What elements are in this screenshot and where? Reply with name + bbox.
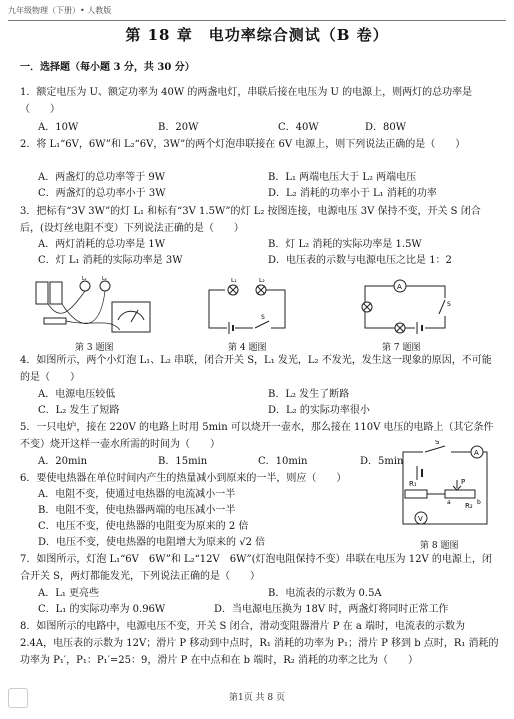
q3-option-a: A．两灯消耗的总功率是 1W xyxy=(38,239,166,250)
q2-option-c: C．两盏灯的总功率小于 3W xyxy=(38,188,166,199)
svg-text:b: b xyxy=(477,499,481,506)
svg-text:a: a xyxy=(447,499,451,506)
q5-option-a: A．20min xyxy=(38,456,88,467)
question-6: 6．要使电热器在单位时间内产生的热量减小到原来的一半，则应（ ） xyxy=(20,473,347,484)
q6-option-c: C．电压不变，使电热器的电阻变为原来的 2 倍 xyxy=(38,521,249,532)
figure-8-caption: 第 8 题图 xyxy=(420,541,459,551)
question-2: 2．将 L₁“6V，6W”和 L₂“6V，3W”的两个灯泡串联接在 6V 电源上，则下列说法正确的是（ ） xyxy=(20,139,466,150)
q3-option-c: C．灯 L₁ 消耗的实际功率是 3W xyxy=(38,255,183,266)
svg-text:P: P xyxy=(461,478,466,486)
page-title: 第 18 章 电功率综合测试（B 卷） xyxy=(125,26,389,44)
figure-8-circuit xyxy=(395,440,495,532)
question-5: 5．一只电炉，接在 220V 的电路上时用 5min 可以烧开一壶水，那么接在 110V 电压的电路上（其它条件不变）烧开这样一壶水所需的时间为（ ） xyxy=(20,422,494,450)
q4-option-c: C．L₂ 发生了短路 xyxy=(38,405,120,416)
q5-option-b: B．15min xyxy=(158,456,208,467)
q1-option-d: D．80W xyxy=(365,122,407,133)
q4-option-b: B．L₂ 发生了断路 xyxy=(268,389,350,400)
q1-option-c: C．40W xyxy=(278,122,319,133)
page-header: 九年级物理（下册）• 人教版 xyxy=(8,2,506,21)
q2-option-a: A．两盏灯的总功率等于 9W xyxy=(38,172,166,183)
svg-text:L₂: L₂ xyxy=(259,278,265,284)
question-7: 7．如图所示，灯泡 L₁“6V 6W”和 L₂“12V 6W”(灯泡电阻保持不变）串联在电压为 12V 的电源上，闭合开关 S，两灯都能发光，下列说法正确的是（ ） xyxy=(20,554,492,582)
svg-text:A: A xyxy=(397,283,402,291)
section-heading: 一．选择题（每小题 3 分，共 30 分） xyxy=(20,62,195,73)
q2-option-d: D．L₂ 消耗的功率小于 L₁ 消耗的功率 xyxy=(268,188,437,199)
question-3: 3．把标有“3V 3W”的灯 L₁ 和标有“3V 1.5W”的灯 L₂ 按图连接，电源电压 3V 保持不变，开关 S 闭合后，(设灯丝电阻不变）下列说法正确的是（ ） xyxy=(20,206,481,234)
q5-option-c: C．10min xyxy=(258,456,308,467)
svg-text:S: S xyxy=(435,440,440,446)
svg-text:A: A xyxy=(474,449,479,457)
figure-3-caption: 第 3 题图 xyxy=(75,343,114,353)
q7-option-c: C．L₁ 的实际功率为 0.96W xyxy=(38,604,166,615)
question-8: 8．如图所示的电路中，电源电压不变，开关 S 闭合，滑动变阻器滑片 P 在 a 端时，电流表的示数为 2.4A，电压表的示数为 12V；滑片 P 移动到中点时，R₁ 消耗的功率为 P₁；滑片 P 移到 b 点时，R₁ 消耗的功率为 P₁′，P₁：P₁′=25：9，滑片 P 在中点和在 b 端时，R₂ 消耗的功率之比为（ ） xyxy=(20,621,499,666)
figure-4-series-circuit xyxy=(203,278,291,336)
q7-option-a: A．L₁ 更亮些 xyxy=(38,588,100,599)
figure-7-caption: 第 7 题图 xyxy=(382,343,421,353)
svg-text:L₂: L₂ xyxy=(102,276,107,282)
page-footer: 第1页 共 8 页 xyxy=(228,693,286,703)
q5-option-d: D．5min xyxy=(360,456,404,467)
svg-text:V: V xyxy=(418,515,423,523)
svg-text:S: S xyxy=(447,301,451,308)
question-4: 4．如图所示，两个小灯泡 L₁、L₂ 串联，闭合开关 S，L₁ 发光，L₂ 不发光，发生这一现象的原因，不可能的是（ ） xyxy=(20,355,492,383)
q1-option-a: A．10W xyxy=(38,122,79,133)
figure-7-circuit xyxy=(355,276,455,338)
svg-text:L₁: L₁ xyxy=(82,276,87,282)
q7-option-d: D．当电源电压换为 18V 时，两盏灯将同时正常工作 xyxy=(214,604,449,615)
q4-option-d: D．L₂ 的实际功率很小 xyxy=(268,405,370,416)
svg-text:S: S xyxy=(261,314,265,321)
q2-option-b: B．L₁ 两端电压大于 L₂ 两端电压 xyxy=(268,172,417,183)
svg-text:L₁: L₁ xyxy=(231,278,237,284)
q7-option-b: B．电流表的示数为 0.5A xyxy=(268,588,382,599)
q4-option-a: A．电源电压较低 xyxy=(38,389,116,400)
q3-option-b: B．灯 L₂ 消耗的实际功率是 1.5W xyxy=(268,239,422,250)
q6-option-a: A．电阻不变，使通过电热器的电流减小一半 xyxy=(38,489,236,500)
question-1: 1．额定电压为 U、额定功率为 40W 的两盏电灯，串联后接在电压为 U 的电源上，则两灯的总功率是（ ） xyxy=(20,87,473,115)
q1-option-b: B．20W xyxy=(158,122,199,133)
svg-text:R₂: R₂ xyxy=(465,502,473,510)
q6-option-d: D．电压不变，使电热器的电阻增大为原来的 √2 倍 xyxy=(38,537,266,548)
q3-option-d: D．电压表的示数与电源电压之比是 1：2 xyxy=(268,255,452,266)
q6-option-b: B．电阻不变，使电热器两端的电压减小一半 xyxy=(38,505,236,516)
figure-4-caption: 第 4 题图 xyxy=(228,343,267,353)
svg-text:R₁: R₁ xyxy=(409,480,417,488)
figure-3-circuit-apparatus xyxy=(30,272,160,338)
